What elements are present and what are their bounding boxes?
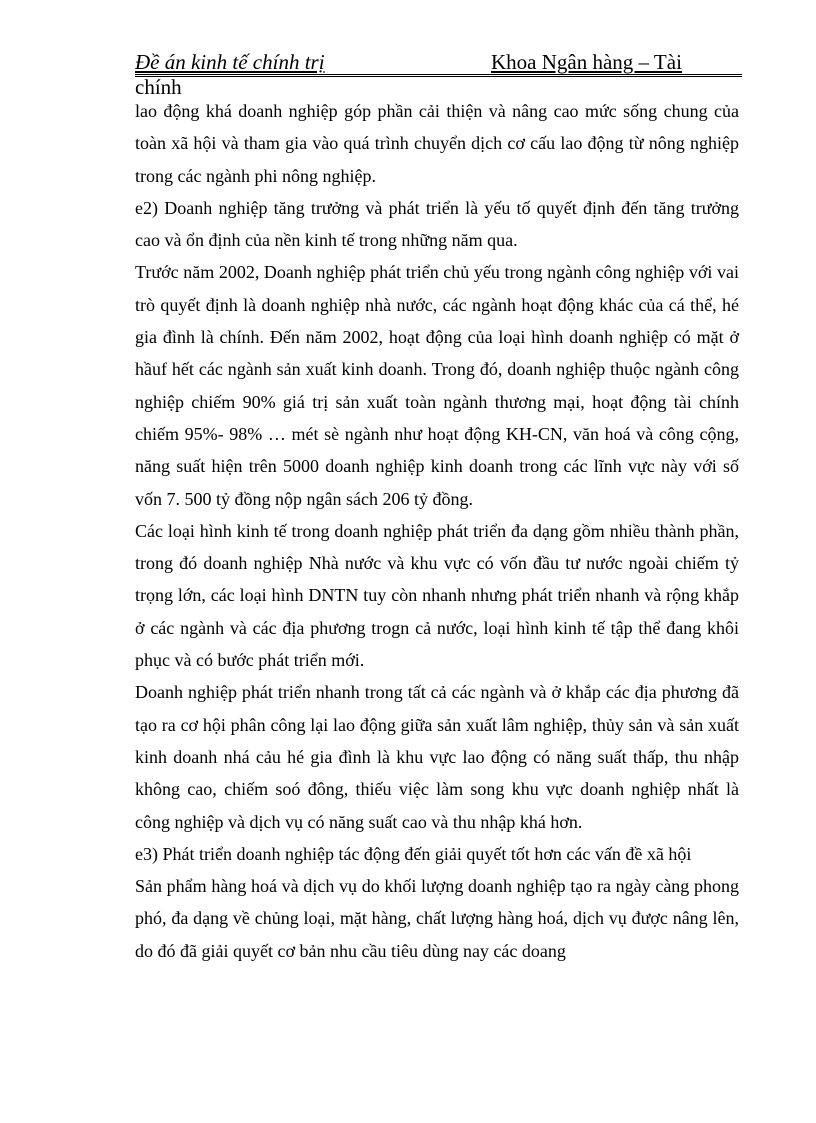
- page-header: [135, 48, 742, 77]
- header-left-title: Đề án kinh tế chính trị: [135, 50, 325, 74]
- header-right-title: Khoa Ngân hàng – Tài: [491, 50, 682, 74]
- paragraph: lao động khá doanh nghiệp góp phần cải thiện và nâng cao mức sống chung của toàn xã hội và tham gia vào quá trình chuyển dịch cơ cấu lao động từ nông nghiệp trong các ngành phi nông nghiệp.: [135, 101, 739, 186]
- paragraph: Trước năm 2002, Doanh nghiệp phát triển chủ yếu trong ngành công nghiệp với vai trò quyết định là doanh nghiệp nhà nước, các ngành hoạt động khác của cá thể, hé gia đình là chính. Đến năm 2002, hoạt động của loại hình doanh nghiệp có mặt ở hầuf hết các ngành sản xuất kinh doanh. Trong đó, doanh nghiệp thuộc ngành công nghiệp chiếm 90% giá trị sản xuất toàn ngành thương mại, hoạt động tài chính chiếm 95%- 98% … mét sè ngành như hoạt động KH-CN, văn hoá và công cộng, năng suất hiện trên 5000 doanh nghiệp kinh doanh trong các lĩnh vực này với số vốn 7. 500 tỷ đồng nộp ngân sách 206 tỷ đồng.: [135, 262, 739, 509]
- document-body: [135, 95, 739, 967]
- paragraph: Các loại hình kinh tế trong doanh nghiệp phát triển đa dạng gồm nhiều thành phần, trong đó doanh nghiệp Nhà nước và khu vực có vốn đầu tư nước ngoài chiếm tỷ trọng lớn, các loại hình DNTN tuy còn nhanh nhưng phát triển nhanh và rộng khắp ở các ngành và các địa phương trogn cả nước, loại hình kinh tế tập thể đang khôi phục và có bước phát triển mới.: [135, 520, 739, 671]
- header-wrap-text: chính: [135, 75, 182, 99]
- paragraph: Doanh nghiệp phát triển nhanh trong tất cả các ngành và ở khắp các địa phương đã tạo ra cơ hội phân công lại lao động giữa sản xuất lâm nghiệp, thủy sản và sản xuất kinh doanh nhá cảu hé gia đình là khu vực lao động có năng suất thấp, thu nhập không cao, chiếm soó đông, thiếu việc làm song khu vực doanh nghiệp nhất là công nghiệp và dịch vụ có năng suất cao và thu nhập khá hơn.: [135, 682, 739, 832]
- paragraph: e3) Phát triển doanh nghiệp tác động đến giải quyết tốt hơn các vấn đề xã hội: [135, 843, 692, 864]
- paragraph: e2) Doanh nghiệp tăng trưởng và phát triển là yếu tố quyết định đến tăng trưởng cao và ổn định của nền kinh tế trong những năm qua.: [135, 197, 739, 251]
- paragraph: Sản phẩm hàng hoá và dịch vụ do khối lượng doanh nghiệp tạo ra ngày càng phong phó, đa dạng về chủng loại, mặt hàng, chất lượng hàng hoá, dịch vụ được nâng lên, do đó đã giải quyết cơ bản nhu cầu tiêu dùng nay các doang: [135, 876, 739, 961]
